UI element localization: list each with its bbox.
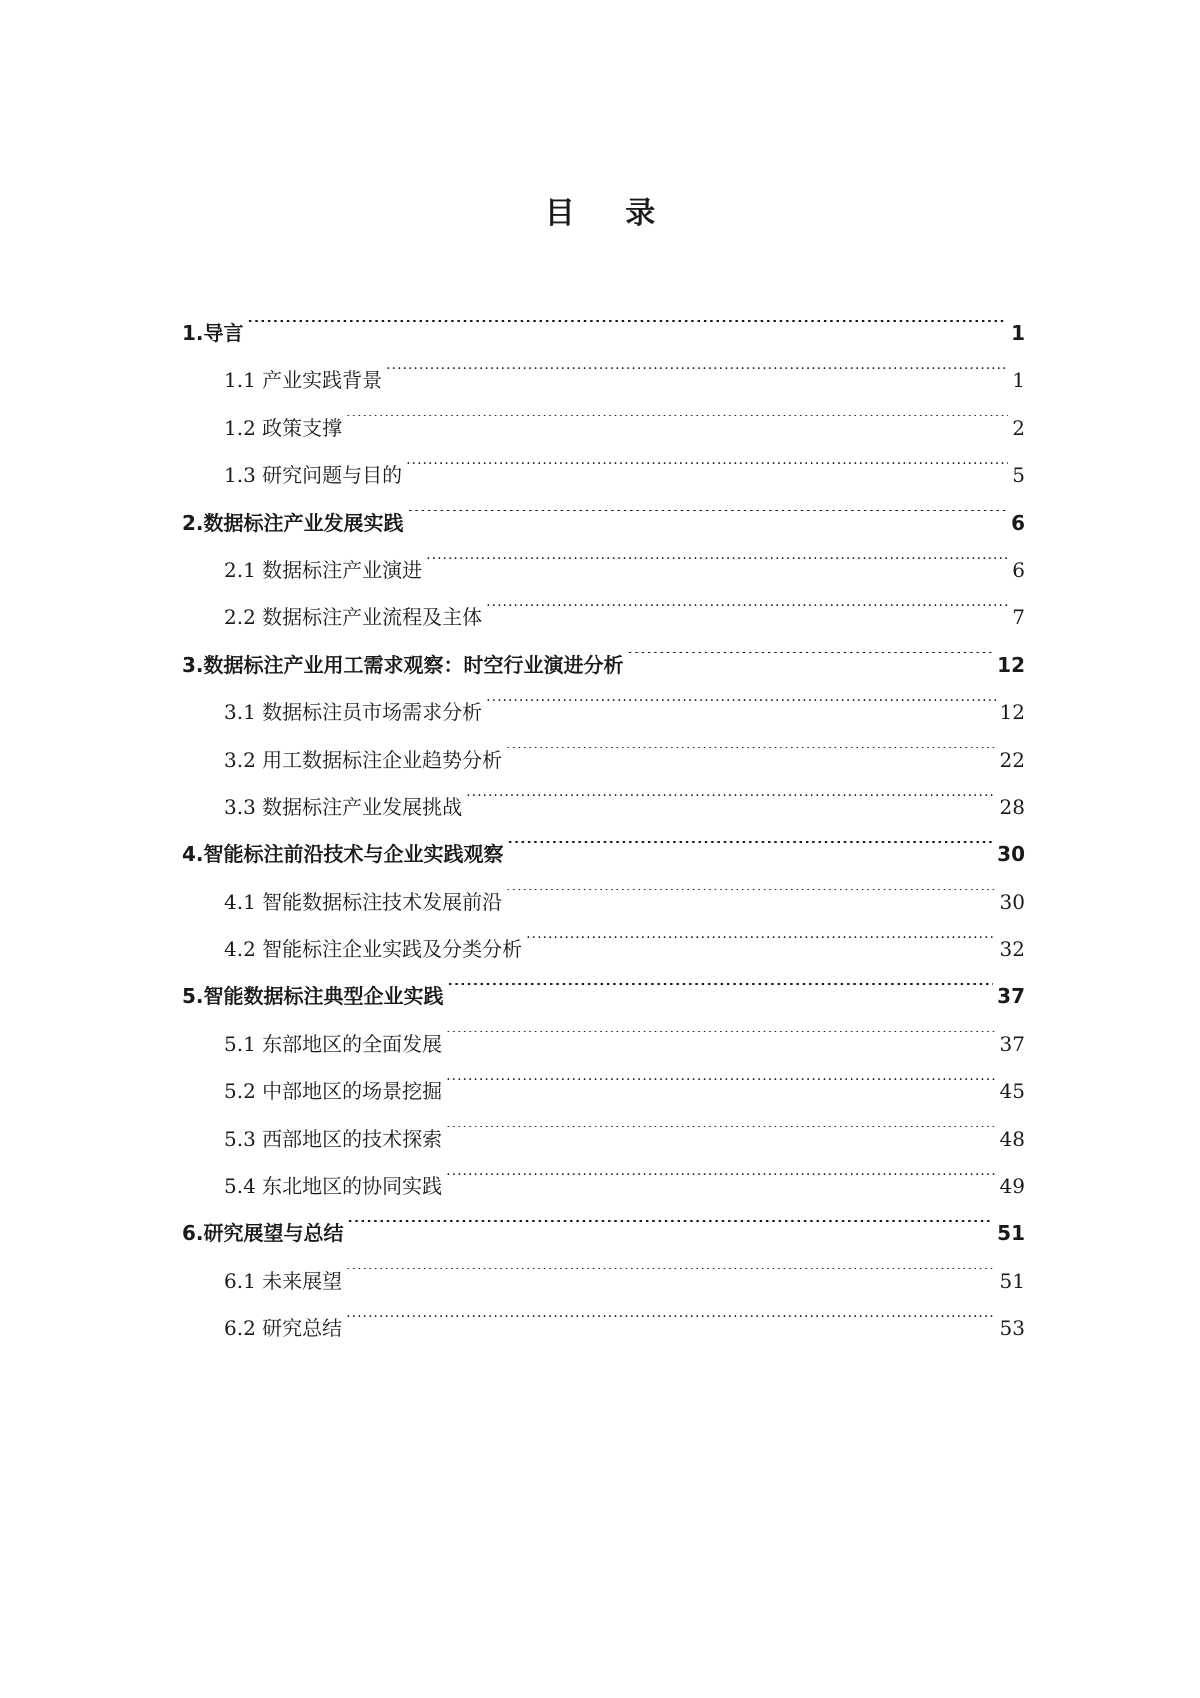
- dot-leader: [446, 1031, 995, 1051]
- toc-page-number: 12: [999, 700, 1025, 725]
- toc-page-number: 6: [1011, 510, 1025, 535]
- dot-leader: [348, 1220, 994, 1240]
- dot-leader: [346, 1315, 995, 1335]
- dot-leader: [426, 557, 1008, 577]
- toc-page-number: 32: [999, 937, 1025, 962]
- toc-entry-label: 5.1 东部地区的全面发展: [224, 1031, 443, 1056]
- dot-leader: [386, 367, 1008, 387]
- toc-entry-label: 3.2 用工数据标注企业趋势分析: [224, 747, 503, 772]
- dot-leader: [506, 889, 995, 909]
- dot-leader: [446, 1078, 995, 1098]
- toc-page-number: 30: [999, 889, 1025, 914]
- toc-page-number: 45: [999, 1079, 1025, 1104]
- toc-entry-label: 4.1 智能数据标注技术发展前沿: [224, 889, 503, 914]
- dot-leader: [466, 794, 995, 814]
- toc-section-entry[interactable]: [224, 1258, 1025, 1305]
- dot-leader: [506, 747, 995, 767]
- toc-entry-label: 6.研究展望与总结: [182, 1221, 344, 1246]
- dot-leader: [346, 415, 1008, 435]
- toc-entry-label: 2.数据标注产业发展实践: [182, 510, 404, 535]
- toc-entry-label: 5.智能数据标注典型企业实践: [182, 984, 444, 1009]
- toc-chapter-entry[interactable]: [182, 1210, 1025, 1257]
- toc-section-entry[interactable]: [224, 926, 1025, 973]
- toc-chapter-entry[interactable]: [182, 310, 1025, 357]
- toc-entry-label: 5.2 中部地区的场景挖掘: [224, 1079, 443, 1104]
- toc-section-entry[interactable]: [224, 784, 1025, 831]
- toc-entry-label: 6.1 未来展望: [224, 1268, 343, 1293]
- toc-page-number: 2: [1012, 415, 1025, 440]
- toc-entry-label: 1.3 研究问题与目的: [224, 463, 403, 488]
- dot-leader: [446, 1126, 995, 1146]
- toc-page-number: 6: [1012, 557, 1025, 582]
- toc-section-entry[interactable]: [224, 737, 1025, 784]
- toc-page-number: 51: [997, 1221, 1025, 1246]
- toc-entry-label: 2.2 数据标注产业流程及主体: [224, 605, 483, 630]
- toc-page-number: 30: [997, 842, 1025, 867]
- dot-leader: [406, 462, 1008, 482]
- toc-page-number: 37: [997, 984, 1025, 1009]
- toc-chapter-entry[interactable]: [182, 973, 1025, 1020]
- toc-page-number: 37: [999, 1031, 1025, 1056]
- table-of-contents: [182, 310, 1025, 1353]
- toc-page-number: 5: [1012, 463, 1025, 488]
- toc-chapter-entry[interactable]: [182, 500, 1025, 547]
- dot-leader: [446, 1173, 995, 1193]
- toc-entry-label: 3.数据标注产业用工需求观察：时空行业演进分析: [182, 652, 624, 677]
- toc-page-number: 49: [999, 1174, 1025, 1199]
- toc-entry-label: 5.4 东北地区的协同实践: [224, 1174, 443, 1199]
- toc-section-entry[interactable]: [224, 1305, 1025, 1352]
- dot-leader: [408, 510, 1008, 530]
- toc-entry-label: 1.导言: [182, 321, 244, 345]
- dot-leader: [448, 983, 994, 1003]
- toc-section-entry[interactable]: [224, 405, 1025, 452]
- toc-section-entry[interactable]: [224, 1068, 1025, 1115]
- toc-section-entry[interactable]: [224, 879, 1025, 926]
- dot-leader: [628, 652, 994, 672]
- toc-page-number: 7: [1012, 605, 1025, 630]
- toc-section-entry[interactable]: [224, 594, 1025, 641]
- toc-entry-label: 4.智能标注前沿技术与企业实践观察: [182, 842, 504, 867]
- toc-entry-label: 1.2 政策支撑: [224, 415, 343, 440]
- toc-entry-label: 5.3 西部地区的技术探索: [224, 1126, 443, 1151]
- dot-leader: [486, 699, 995, 719]
- toc-entry-label: 6.2 研究总结: [224, 1316, 343, 1341]
- toc-section-entry[interactable]: [224, 547, 1025, 594]
- toc-page-number: 1: [1011, 321, 1025, 345]
- toc-section-entry[interactable]: [224, 689, 1025, 736]
- toc-page-number: 51: [999, 1268, 1025, 1293]
- toc-entry-label: 1.1 产业实践背景: [224, 368, 383, 393]
- toc-section-entry[interactable]: [224, 1163, 1025, 1210]
- toc-page-number: 28: [999, 794, 1025, 819]
- dot-leader: [248, 320, 1008, 340]
- toc-section-entry[interactable]: [224, 357, 1025, 404]
- toc-entry-label: 3.1 数据标注员市场需求分析: [224, 700, 483, 725]
- toc-chapter-entry[interactable]: [182, 831, 1025, 878]
- toc-page-number: 53: [999, 1316, 1025, 1341]
- toc-page-number: 1: [1012, 368, 1025, 393]
- dot-leader: [526, 936, 995, 956]
- toc-entry-label: 2.1 数据标注产业演进: [224, 557, 423, 582]
- toc-entry-label: 4.2 智能标注企业实践及分类分析: [224, 937, 523, 962]
- dot-leader: [508, 841, 994, 861]
- toc-page-number: 12: [997, 652, 1025, 677]
- toc-section-entry[interactable]: [224, 1116, 1025, 1163]
- dot-leader: [346, 1268, 995, 1288]
- toc-chapter-entry[interactable]: [182, 642, 1025, 689]
- page-title: 目 录: [544, 196, 676, 231]
- toc-section-entry[interactable]: [224, 452, 1025, 499]
- toc-entry-label: 3.3 数据标注产业发展挑战: [224, 794, 463, 819]
- toc-section-entry[interactable]: [224, 1021, 1025, 1068]
- dot-leader: [486, 604, 1008, 624]
- toc-page-number: 22: [999, 747, 1025, 772]
- toc-page-number: 48: [999, 1126, 1025, 1151]
